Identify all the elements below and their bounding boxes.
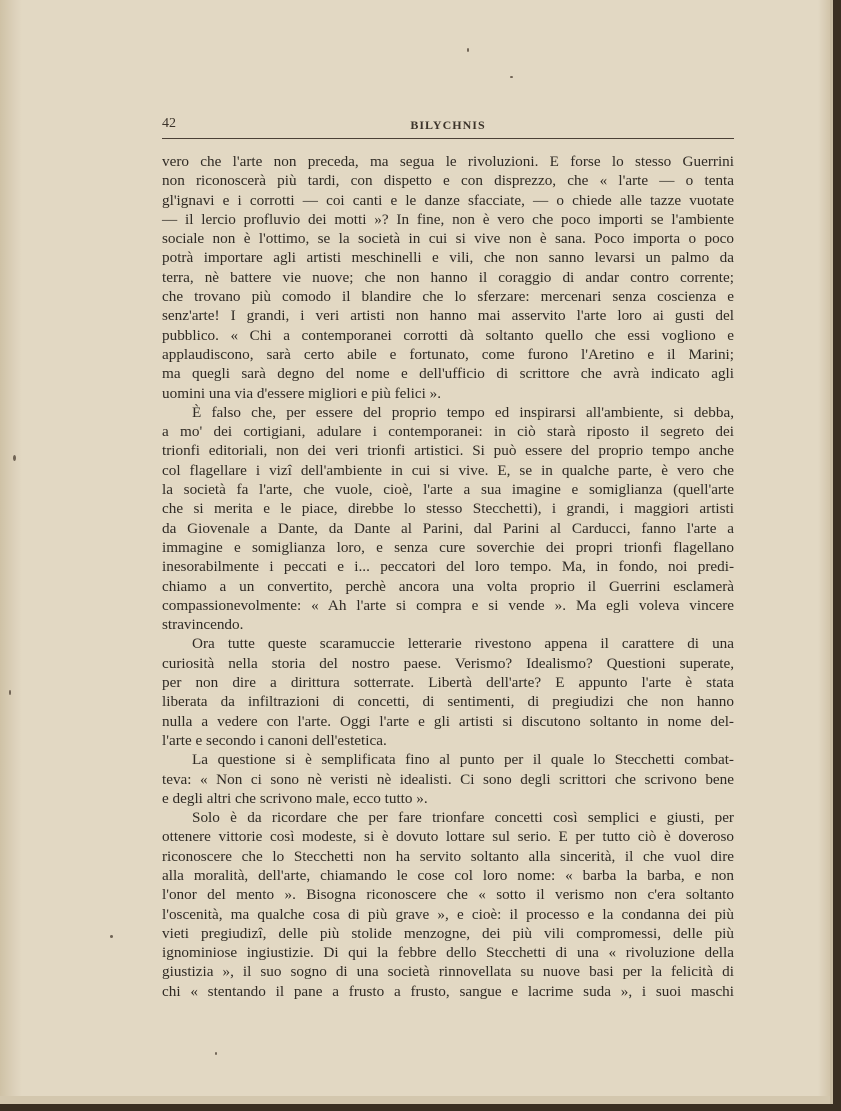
header-rule <box>162 138 734 139</box>
text-line: nulla a vedere con l'arte. Oggi l'arte e gli artisti si discutono soltanto in nome del- <box>162 712 734 730</box>
text-line: applaudiscono, sarà certo abile e fortunato, come furono l'Aretino e il Marini; <box>162 345 734 363</box>
paper-speck <box>9 690 11 695</box>
page-right-edge <box>818 0 830 1104</box>
paper-speck <box>13 455 16 461</box>
text-line: — il lercio profluvio dei motti »? In fine, non è vero che poco importi se l'ambiente <box>162 210 734 228</box>
text-line: pubblico. « Chi a contemporanei corrotti dà soltanto quello che essi vogliono e <box>162 326 734 344</box>
text-line: ma quegli sarà degno del nome e dell'ufficio di scrittore che avrà indicato agli <box>162 365 734 383</box>
text-line: Ora tutte queste scaramuccie letterarie rivestono appena il carattere di una <box>192 635 734 653</box>
text-line: per non dire a dirittura sotterrate. Libertà dell'arte? E appunto l'arte è stata <box>162 674 734 692</box>
text-line: vero che l'arte non preceda, ma segua le rivoluzioni. E forse lo stesso Guerrini <box>162 153 734 170</box>
paper-speck <box>467 48 469 52</box>
running-head <box>162 116 734 138</box>
text-line: gl'ignavi e i corrotti — coi canti e le danze sfacciate, — o chiede alle tazze vuotate <box>162 191 734 209</box>
text-line: l'arte e secondo i canoni dell'estetica. <box>162 731 387 749</box>
text-line: l'oscenità, ma qualche cosa di più grave », e cioè: il processo e la condanna dei più <box>162 905 734 923</box>
text-line: stravincendo. <box>162 616 244 634</box>
paper-speck <box>110 935 113 938</box>
text-line: uomini una via d'essere migliori e più felici ». <box>162 384 441 402</box>
text-line: sociale non è l'ottimo, se la società in cui si vive non è sana. Poco importa o poco <box>162 230 734 248</box>
paper-speck <box>215 1052 217 1055</box>
text-line: potrà importare agli artisti meschinelli e vili, che non sanno levarsi un palmo da <box>162 249 734 267</box>
body-text <box>162 152 734 1001</box>
text-line: col flagellare i vizî dell'ambiente in cui si vive. E, se in qualche parte, è vero che <box>162 461 734 479</box>
page-number: 42 <box>162 116 176 131</box>
text-line: È falso che, per essere del proprio tempo ed inspirarsi all'ambiente, si debba, <box>192 403 734 421</box>
text-line: e degli altri che scrivono male, ecco tutto ». <box>162 789 428 807</box>
text-line: inesorabilmente i peccati e i... peccatori del loro tempo. Ma, in fondo, noi predi- <box>162 558 734 576</box>
text-line: ottenere vittorie così modeste, si è dovuto lottare sul serio. E per tutto ciò è doveroso <box>162 828 734 846</box>
journal-title: BILYCHNIS <box>410 118 486 132</box>
page-binding-shadow <box>0 0 22 1104</box>
text-line: ignominiose ingiustizie. Di qui la febbre dello Stecchetti di una « rivoluzione della <box>162 944 734 962</box>
page-bottom-edge <box>0 1096 830 1104</box>
text-line: La questione si è semplificata fino al punto per il quale lo Stecchetti combat- <box>192 751 734 769</box>
text-line: compassionevolmente: « Ah l'arte si compra e si vende ». Ma egli voleva vincere <box>162 596 734 614</box>
text-line: a mo' dei cortigiani, adulare i contemporanei: in ciò starà riposto il segreto dei <box>162 423 734 441</box>
text-line: immagine e somiglianza loro, e senza cure soverchie dei propri trionfi flagellano <box>162 538 734 556</box>
text-line: che trovano più comodo il blandire che lo sferzare: mercenari senza coscienza e <box>162 288 734 306</box>
text-line: l'onor del mento ». Bisogna riconoscere che « sotto il verismo non c'era soltanto <box>162 886 734 904</box>
text-line: senz'arte! I grandi, i veri artisti non hanno mai asservito l'arte loro ai gusti del <box>162 307 734 325</box>
text-line: giustizia », il suo sogno di una società rinnovellata su nuove basi per la felicità di <box>162 963 734 981</box>
text-line: la società fa l'arte, che vuole, cioè, l'arte a sua imagine e somiglianza (quell'arte <box>162 481 734 499</box>
paper-speck <box>510 76 513 78</box>
text-line: liberata da infiltrazioni di concetti, di sentimenti, di pregiudizi che non hanno <box>162 693 734 711</box>
text-line: chiamo a un convertito, perchè ancora una volta proprio il Guerrini esclamerà <box>162 577 734 595</box>
text-line: che si merita e le piace, direbbe lo stesso Stecchetti), i grandi, i maggiori artisti <box>162 500 734 518</box>
text-line: da Giovenale a Dante, da Dante al Parini, dal Parini al Carducci, fanno l'arte a <box>162 519 734 537</box>
text-line: alla moralità, dell'arte, chiamando le cose col loro nome: « barba la barba, e non <box>162 866 734 884</box>
text-line: trionfi editoriali, non dei veri trionfi artistici. Si può essere del proprio tempo anche <box>162 442 734 460</box>
text-line: teva: « Non ci sono nè veristi nè idealisti. Ci sono degli scrittori che scrivono bene <box>162 770 734 788</box>
text-line: Solo è da ricordare che per fare trionfare concetti così semplici e giusti, per <box>192 809 734 827</box>
text-line: non riconoscerà più tardi, con dispetto e con disprezzo, che « l'arte — o tenta <box>162 172 734 190</box>
text-line: terra, nè battere vie nuove; che non hanno il coraggio di andar contro corrente; <box>162 268 734 286</box>
text-line: vieti pregiudizî, delle più stolide menzogne, dei più vili compromessi, delle più <box>162 924 734 942</box>
text-line: curiosità nella storia del nostro paese. Verismo? Idealismo? Questioni superate, <box>162 654 734 672</box>
text-line: chi « stentando il pane a frusto a frusto, sangue e lacrime suda », i suoi maschi <box>162 982 734 1000</box>
text-line: riconoscere che lo Stecchetti non ha servito soltanto alla sincerità, il che vuol dire <box>162 847 734 865</box>
